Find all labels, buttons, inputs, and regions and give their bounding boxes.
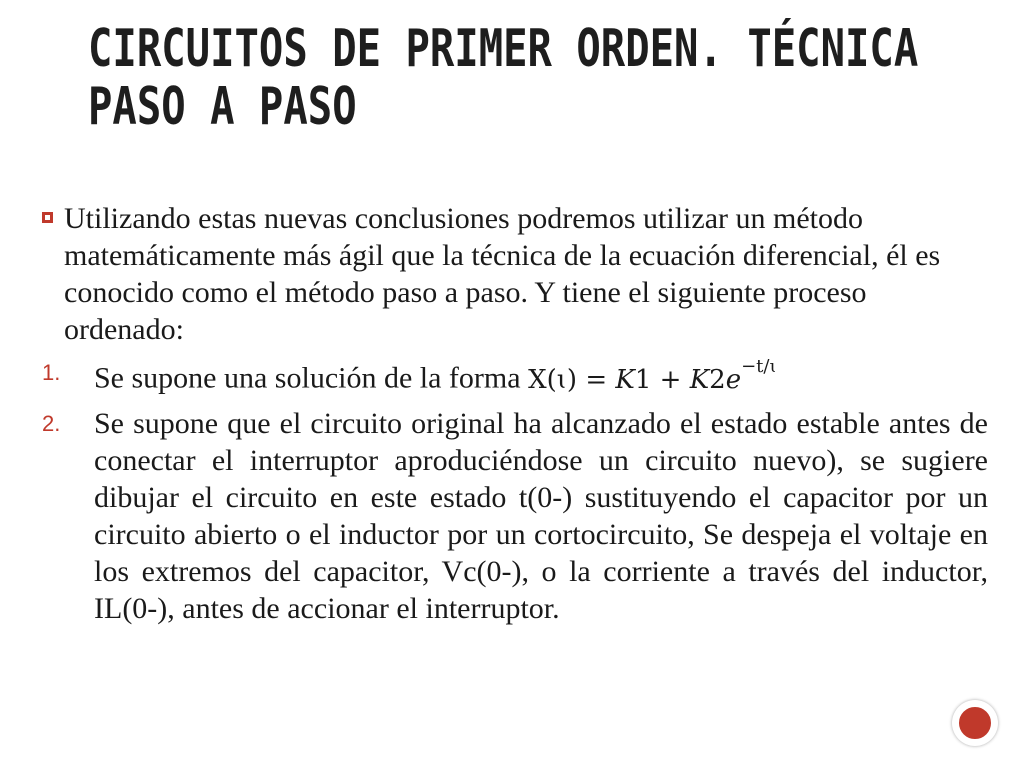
title-line-2: PASO A PASO [88,77,357,137]
formula-e: e [725,364,742,395]
formula-k2: K [689,364,710,395]
step-text: Se supone una solución de la forma [94,361,529,395]
slide-body [40,200,988,627]
formula-lhs: X(ɩ) [528,364,578,395]
intro-paragraph [40,200,988,348]
slide-left-edge [0,0,8,768]
step-number: 2. [42,410,61,436]
step-item-1 [40,354,988,399]
step-item-2 [40,405,988,627]
step-number: 1. [42,360,61,385]
formula-k1: K [615,364,635,395]
formula-eq: = [577,364,616,395]
intro-text: Utilizando estas nuevas conclusiones podremos utilizar un método matemáticamente más ágil que la técnica de la ecuación diferencial, él es conocido como el método paso a paso. Y tiene el siguiente proceso ordenado: [64,202,941,346]
formula [528,356,777,395]
step-text: Se supone que el circuito original ha alcanzado el estado estable antes de conectar el interruptor aproduciéndose un circuito nuevo), se sugiere dibujar el circuito en este estado t(0-) sustituyendo el capacitor por un circuito abierto o el inductor por un cortocircuito, Se despeja el voltaje en los extremos del capacitor, Vc(0-), o la corriente a través del inductor, IL(0-), antes de accionar el interruptor. [94,406,988,625]
formula-k1-sub: 1 [634,364,652,395]
slide-title [88,19,919,137]
formula-exponent: −t/ɩ [741,356,777,377]
nav-circle-inner [957,705,993,741]
nav-circle-icon[interactable] [952,700,998,746]
square-bullet-icon [42,212,53,223]
formula-k2-sub: 2 [709,364,726,395]
formula-plus: + [651,364,690,395]
title-line-1: CIRCUITOS DE PRIMER ORDEN. TÉCNICA [88,19,919,79]
